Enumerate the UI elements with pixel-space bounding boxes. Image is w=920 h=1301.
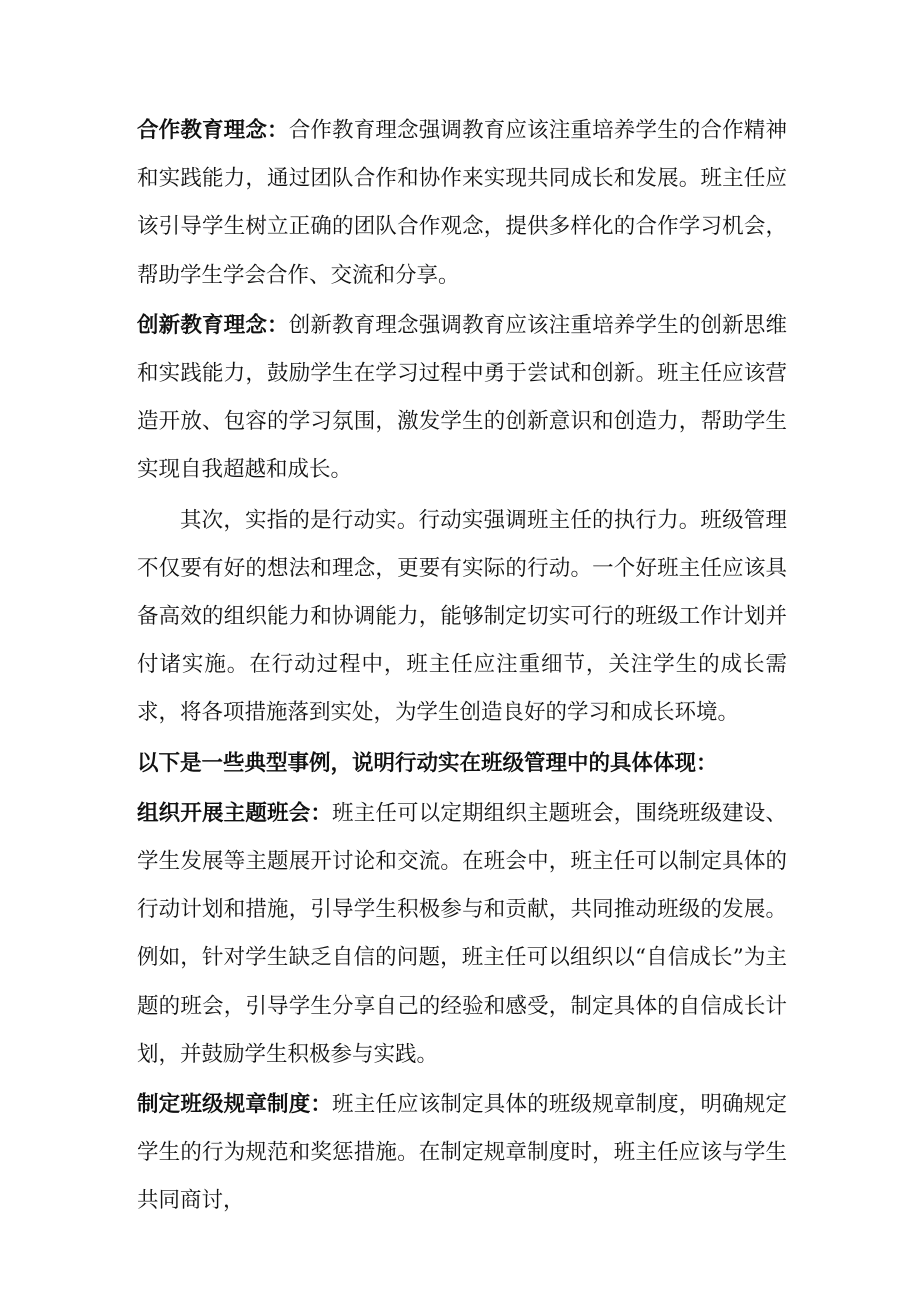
paragraph-action [137,497,787,738]
paragraph-innovative-education [137,302,787,495]
paragraph-term: 创新教育理念： [137,312,289,338]
section-heading: 以下是一些典型事例，说明行动实在班级管理中的具体体现： [137,750,718,776]
paragraph-text: 创新教育理念强调教育应该注重培养学生的创新思维和实践能力，鼓励学生在学习过程中勇于尝试和创新。班主任应该营造开放、包容的学习氛围，激发学生的创新意识和创造力，帮助学生实现自我超越和成长。 [137,312,787,483]
paragraph-class-rules [137,1081,787,1226]
paragraph-theme-meeting [137,790,787,1079]
paragraph-term: 组织开展主题班会： [137,800,333,826]
paragraph-text: 合作教育理念强调教育应该注重培养学生的合作精神和实践能力，通过团队合作和协作来实现共同成长和发展。班主任应该引导学生树立正确的团队合作观念，提供多样化的合作学习机会，帮助学生学会合作、交流和分享。 [137,118,787,288]
paragraph-term: 制定班级规章制度： [137,1092,333,1118]
paragraph-cooperative-education [137,107,787,300]
paragraph-text: 班主任应该制定具体的班级规章制度，明确规定学生的行为规范和奖惩措施。在制定规章制度时，班主任应该与学生共同商讨， [137,1092,787,1214]
paragraph-text: 班主任可以定期组织主题班会，围绕班级建设、学生发展等主题展开讨论和交流。在班会中，班主任可以制定具体的行动计划和措施，引导学生积极参与和贡献，共同推动班级的发展。例如，针对学生缺乏自信的问题，班主任可以组织以“自信成长”为主题的班会，引导学生分享自己的经验和感受，制定具体的自信成长计划，并鼓励学生积极参与实践。 [137,800,787,1067]
paragraph-text: 其次，实指的是行动实。行动实强调班主任的执行力。班级管理不仅要有好的想法和理念，更要有实际的行动。一个好班主任应该具备高效的组织能力和协调能力，能够制定切实可行的班级工作计划并付诸实施。在行动过程中，班主任应注重细节，关注学生的成长需求，将各项措施落到实处，为学生创造良好的学习和成长环境。 [137,507,787,726]
paragraph-term: 合作教育理念： [137,118,289,143]
document-body [137,107,787,1226]
